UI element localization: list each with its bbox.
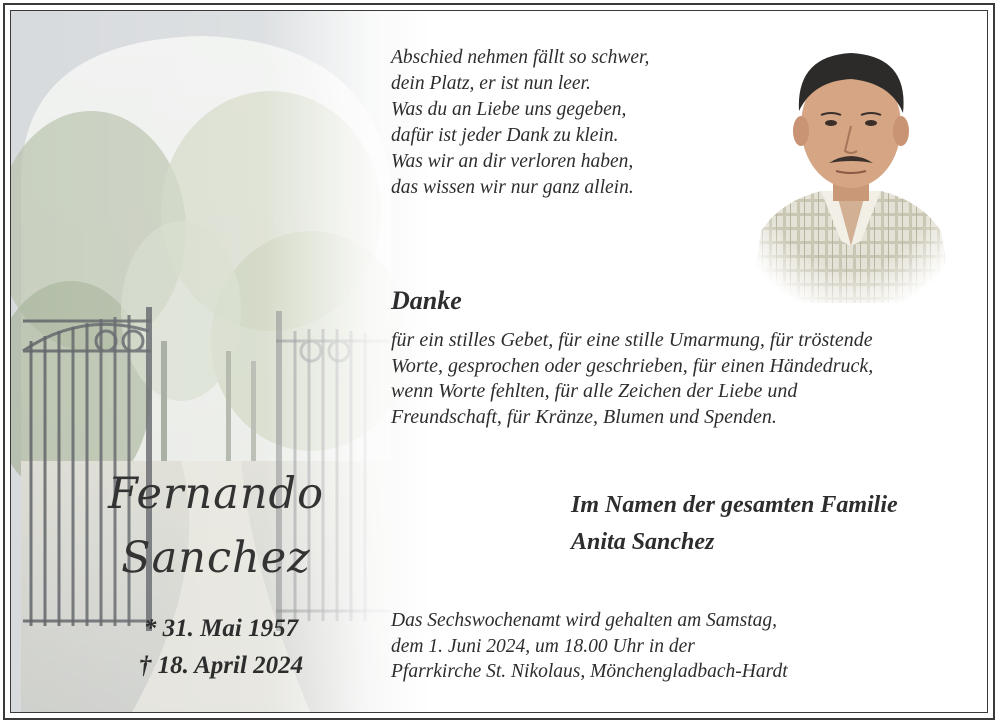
mass-line: Das Sechswochenamt wird gehalten am Samstag,	[391, 610, 777, 631]
notice-panel	[10, 10, 988, 713]
thanks-line: für ein stilles Gebet, für eine stille Umarmung, für tröstende	[391, 329, 873, 351]
thanks-line: Freundschaft, für Kränze, Blumen und Spenden.	[391, 405, 777, 428]
family-line: Im Namen der gesamten Familie	[571, 492, 898, 518]
poem-line: Abschied nehmen fällt so schwer,	[391, 47, 650, 68]
death-date: † 18. April 2024	[138, 652, 304, 679]
poem-line: dein Platz, er ist nun leer.	[391, 73, 591, 94]
thanks-line: Worte, gesprochen oder geschrieben, für einen Händedruck,	[391, 354, 874, 377]
thanks-text	[391, 328, 971, 430]
thanks-heading: Danke	[391, 286, 462, 315]
signer-name: Anita Sanchez	[571, 529, 715, 555]
portrait-photo	[741, 31, 961, 303]
mass-line: dem 1. Juni 2024, um 18.00 Uhr in der	[391, 635, 695, 657]
thanks-line: wenn Worte fehlten, für alle Zeichen der Liebe und	[391, 380, 798, 402]
mass-line: Pfarrkirche St. Nikolaus, Mönchengladbach-Hardt	[391, 661, 788, 682]
poem-line: das wissen wir nur ganz allein.	[391, 177, 634, 198]
garden-gate-illustration	[11, 11, 431, 713]
poem-line: Was du an Liebe uns gegeben,	[391, 99, 627, 120]
family-signature	[571, 487, 898, 561]
poem-line: dafür ist jeder Dank zu klein.	[391, 125, 619, 146]
poem	[391, 45, 751, 201]
poem-line: Was wir an dir verloren haben,	[391, 151, 634, 172]
first-name: Fernando	[108, 469, 324, 519]
mass-announcement	[391, 608, 951, 685]
birth-date: * 31. Mai 1957	[143, 615, 299, 642]
last-name: Sanchez	[121, 533, 311, 583]
